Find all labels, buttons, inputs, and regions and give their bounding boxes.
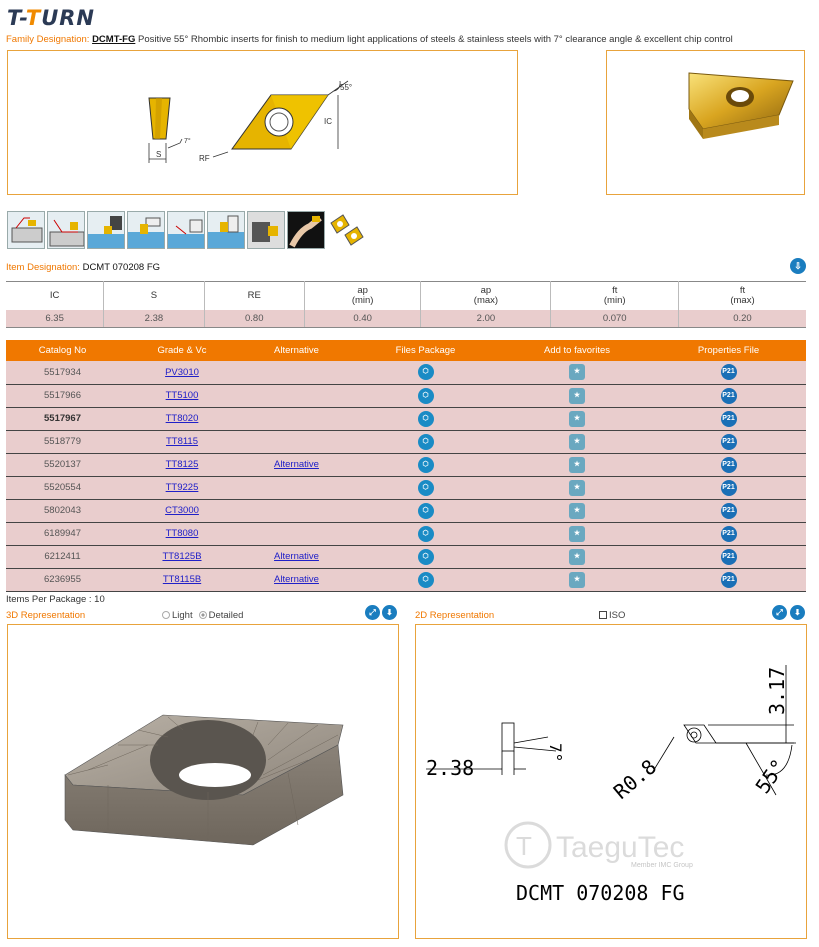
grade-link[interactable]: CT3000 xyxy=(165,505,199,516)
files-cell xyxy=(348,522,503,545)
favorites-cell xyxy=(503,476,651,499)
properties-file-icon[interactable]: P21 xyxy=(721,434,737,450)
dim-value-s: 2.38 xyxy=(104,310,204,328)
dim-s-label: 2.38 xyxy=(426,756,475,780)
table-row xyxy=(6,499,806,522)
col-alternative: Alternative xyxy=(245,340,348,361)
alternative-link[interactable]: Alternative xyxy=(274,551,319,562)
taegutec-watermark xyxy=(506,823,693,869)
favorites-cell xyxy=(503,568,651,591)
catalog-no: 5517934 xyxy=(6,361,119,384)
dim-header-s: S xyxy=(104,282,204,310)
files-package-icon[interactable]: ⬡ xyxy=(418,434,434,450)
t-turn-logo: T-TURN xyxy=(7,6,96,30)
favorites-cell xyxy=(503,430,651,453)
application-thumbnails xyxy=(7,211,365,251)
thumb-plunging[interactable] xyxy=(207,211,245,249)
properties-file-icon[interactable]: P21 xyxy=(721,503,737,519)
insert-3d-model xyxy=(8,625,398,938)
product-photo-panel xyxy=(606,50,805,195)
item-label: Item Designation: xyxy=(6,262,80,273)
dim-header-ap-max: ap (max) xyxy=(421,282,551,310)
dim-value-ic: 6.35 xyxy=(6,310,104,328)
alternative-cell xyxy=(245,453,348,476)
table-row xyxy=(6,568,806,591)
files-cell xyxy=(348,476,503,499)
properties-file-icon[interactable]: P21 xyxy=(721,549,737,565)
alternative-cell xyxy=(245,545,348,568)
favorites-cell xyxy=(503,384,651,407)
add-favorite-icon[interactable]: ★ xyxy=(569,411,585,427)
favorites-cell xyxy=(503,522,651,545)
grade-link[interactable]: TT5100 xyxy=(165,390,199,401)
properties-cell xyxy=(651,499,806,522)
family-label: Family Designation: xyxy=(6,34,90,45)
grade-link-cell xyxy=(119,545,245,568)
svg-text:RF: RF xyxy=(199,154,210,163)
item-designation xyxy=(6,262,160,273)
grade-link-cell xyxy=(119,453,245,476)
family-code-link[interactable]: DCMT-FG xyxy=(92,34,136,45)
table-row xyxy=(6,384,806,407)
grade-link-cell xyxy=(119,430,245,453)
insert-drawing xyxy=(8,51,517,194)
files-package-icon[interactable]: ⬡ xyxy=(418,503,434,519)
grade-link[interactable]: PV3010 xyxy=(165,366,199,378)
thumb-copy-turning[interactable] xyxy=(87,211,125,249)
family-designation xyxy=(6,34,733,45)
table-row xyxy=(6,430,806,453)
catalog-no: 5520554 xyxy=(6,476,119,499)
add-favorite-icon[interactable]: ★ xyxy=(569,549,585,565)
dim-clearance-label: 7° xyxy=(546,743,565,763)
catalog-no: 5520137 xyxy=(6,453,119,476)
expand-icon-2d[interactable]: ⤢ xyxy=(772,605,787,620)
grade-link-cell xyxy=(119,522,245,545)
grade-link[interactable]: TT8115B xyxy=(162,574,202,585)
properties-cell xyxy=(651,522,806,545)
catalog-no: 5517967 xyxy=(6,407,119,430)
alternative-link[interactable]: Alternative xyxy=(274,574,319,585)
download-icon-3d[interactable]: ⬇ xyxy=(382,605,397,620)
favorites-cell xyxy=(503,407,651,430)
files-cell xyxy=(348,499,503,522)
dim-value-ap-min: 0.40 xyxy=(304,310,420,328)
alternative-cell xyxy=(245,361,348,384)
viewer-3d[interactable] xyxy=(7,624,399,939)
thumb-chamfer[interactable] xyxy=(167,211,205,249)
files-package-icon[interactable]: ⬡ xyxy=(418,526,434,542)
dim-thickness-label: 3.17 xyxy=(765,666,789,715)
dim-value-ft-max: 0.20 xyxy=(678,310,806,328)
expand-icon-3d[interactable]: ⤢ xyxy=(365,605,380,620)
alternative-cell xyxy=(245,499,348,522)
add-favorite-icon[interactable]: ★ xyxy=(569,457,585,473)
files-cell xyxy=(348,430,503,453)
properties-file-icon[interactable]: P21 xyxy=(721,480,737,496)
catalog-no: 6189947 xyxy=(6,522,119,545)
alternative-cell xyxy=(245,407,348,430)
svg-text:T: T xyxy=(516,831,532,861)
table-row xyxy=(6,545,806,568)
svg-text:IC: IC xyxy=(324,117,332,126)
catalog-no: 5802043 xyxy=(6,499,119,522)
radio-light[interactable]: Light xyxy=(162,610,193,621)
favorites-cell xyxy=(503,453,651,476)
catalog-no: 5517966 xyxy=(6,384,119,407)
grade-link[interactable]: TT8115 xyxy=(165,436,199,447)
grade-link-cell xyxy=(119,499,245,522)
insert-2d-drawing xyxy=(416,625,806,938)
thumb-insert-variants[interactable] xyxy=(327,211,365,249)
download-icon-2d[interactable]: ⬇ xyxy=(790,605,805,620)
technical-drawing-panel xyxy=(7,50,518,195)
grade-link-cell xyxy=(119,361,245,384)
favorites-cell xyxy=(503,545,651,568)
properties-cell xyxy=(651,476,806,499)
viewer-2d[interactable] xyxy=(415,624,807,939)
dim-angle-label: 55° xyxy=(750,754,791,798)
grade-link-cell xyxy=(119,568,245,591)
properties-cell xyxy=(651,407,806,430)
table-row xyxy=(6,476,806,499)
dim-header-ic: IC xyxy=(6,282,104,310)
properties-file-icon[interactable]: P21 xyxy=(721,411,737,427)
grade-link-cell xyxy=(119,407,245,430)
dim-header-re: RE xyxy=(204,282,304,310)
svg-text:S: S xyxy=(156,150,162,159)
rep2d-title: 2D Representation xyxy=(415,610,495,621)
favorites-cell xyxy=(503,361,651,384)
dim-header-ft-max: ft (max) xyxy=(678,282,806,310)
table-row xyxy=(6,407,806,430)
files-package-icon[interactable]: ⬡ xyxy=(418,457,434,473)
properties-file-icon[interactable]: P21 xyxy=(721,526,737,542)
dimensions-table xyxy=(6,281,806,328)
thumb-facing[interactable] xyxy=(7,211,45,249)
files-package-icon[interactable]: ⬡ xyxy=(418,388,434,404)
files-package-icon[interactable]: ⬡ xyxy=(418,364,434,380)
table-row xyxy=(6,361,806,384)
alternative-cell xyxy=(245,522,348,545)
files-cell xyxy=(348,453,503,476)
properties-file-icon[interactable]: P21 xyxy=(721,572,737,588)
files-cell xyxy=(348,384,503,407)
dim-header-ap-min: ap (min) xyxy=(304,282,420,310)
alternative-cell xyxy=(245,476,348,499)
files-package-icon[interactable]: ⬡ xyxy=(418,549,434,565)
svg-text:TaeguTec: TaeguTec xyxy=(556,831,685,864)
alternative-cell xyxy=(245,430,348,453)
add-favorite-icon[interactable]: ★ xyxy=(569,503,585,519)
grade-link-cell xyxy=(119,384,245,407)
checkbox-iso[interactable]: ISO xyxy=(599,610,625,621)
properties-cell xyxy=(651,384,806,407)
properties-cell xyxy=(651,568,806,591)
rep3d-options xyxy=(162,610,243,621)
files-cell xyxy=(348,361,503,384)
add-favorite-icon[interactable]: ★ xyxy=(569,480,585,496)
catalog-table xyxy=(6,340,806,592)
col-catalog-no: Catalog No xyxy=(6,340,119,361)
insert-photo xyxy=(607,51,804,194)
files-package-icon[interactable]: ⬡ xyxy=(418,480,434,496)
thumb-undercut[interactable] xyxy=(127,211,165,249)
add-favorite-icon[interactable]: ★ xyxy=(569,388,585,404)
alternative-link[interactable]: Alternative xyxy=(274,459,319,470)
alternative-cell xyxy=(245,568,348,591)
thumb-hand-insert[interactable] xyxy=(287,211,325,249)
catalog-no: 5518779 xyxy=(6,430,119,453)
properties-cell xyxy=(651,453,806,476)
grade-link[interactable]: TT8020 xyxy=(165,413,199,424)
designation-label: DCMT 070208 FG xyxy=(516,881,685,905)
thumb-toolholder[interactable] xyxy=(247,211,285,249)
alternative-cell xyxy=(245,384,348,407)
dim-value-ft-min: 0.070 xyxy=(551,310,679,328)
properties-cell xyxy=(651,430,806,453)
rep2d-options xyxy=(599,610,625,621)
add-favorite-icon[interactable]: ★ xyxy=(569,526,585,542)
grade-link-cell xyxy=(119,476,245,499)
files-cell xyxy=(348,407,503,430)
grade-link[interactable]: TT8080 xyxy=(165,528,199,539)
dim-value-re: 0.80 xyxy=(204,310,304,328)
download-icon[interactable]: ⇩ xyxy=(790,258,806,274)
properties-file-icon[interactable]: P21 xyxy=(721,457,737,473)
table-row xyxy=(6,522,806,545)
dim-value-ap-max: 2.00 xyxy=(421,310,551,328)
add-favorite-icon[interactable]: ★ xyxy=(569,434,585,450)
files-cell xyxy=(348,568,503,591)
svg-text:Member IMC Group: Member IMC Group xyxy=(631,862,693,869)
svg-text:55°: 55° xyxy=(340,83,353,92)
catalog-no: 6212411 xyxy=(6,545,119,568)
properties-file-icon[interactable]: P21 xyxy=(721,388,737,404)
files-cell xyxy=(348,545,503,568)
radio-detailed[interactable]: Detailed xyxy=(199,610,244,621)
family-description: Positive 55° Rhombic inserts for finish to medium light applications of steels & stainless steels with 7° clearance angle & excellent chip control xyxy=(137,34,733,45)
svg-text:7°: 7° xyxy=(184,138,191,145)
catalog-no: 6236955 xyxy=(6,568,119,591)
dim-header-ft-min: ft (min) xyxy=(551,282,679,310)
files-package-icon[interactable]: ⬡ xyxy=(418,572,434,588)
grade-link[interactable]: TT8125B xyxy=(162,551,202,562)
add-favorite-icon[interactable]: ★ xyxy=(569,364,585,380)
grade-link[interactable]: TT8125 xyxy=(165,459,199,470)
grade-link[interactable]: TT9225 xyxy=(165,482,199,493)
col-grade: Grade & Vc xyxy=(119,340,245,361)
table-row xyxy=(6,453,806,476)
files-package-icon[interactable]: ⬡ xyxy=(418,411,434,427)
properties-cell xyxy=(651,545,806,568)
item-value: DCMT 070208 FG xyxy=(82,262,161,273)
properties-file-icon[interactable]: P21 xyxy=(721,364,737,380)
favorites-cell xyxy=(503,499,651,522)
rep3d-title: 3D Representation xyxy=(6,610,86,621)
properties-cell xyxy=(651,361,806,384)
col-favorites: Add to favorites xyxy=(503,340,651,361)
thumb-profiling[interactable] xyxy=(47,211,85,249)
col-files-package: Files Package xyxy=(348,340,503,361)
col-properties: Properties File xyxy=(651,340,806,361)
add-favorite-icon[interactable]: ★ xyxy=(569,572,585,588)
items-per-package: Items Per Package : 10 xyxy=(6,594,105,605)
dim-re-label: R0.8 xyxy=(608,754,662,804)
